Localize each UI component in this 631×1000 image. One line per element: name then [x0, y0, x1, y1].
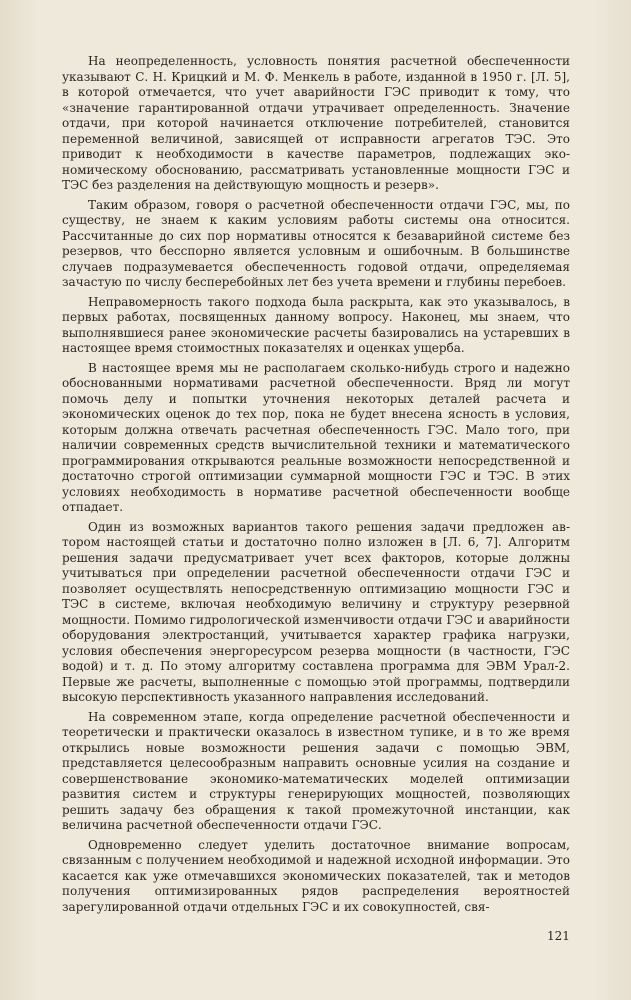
paragraph-3: Неправомерность такого подхода была раскрыта, как это указывалось, в первых работах, посвященных данному вопросу. Наконец, мы знаем, что выполнявшиеся ранее экономические расчеты базировались на устаревших в настоящее время стоимостных показателях и оценках ущерба. [62, 294, 570, 355]
page-number: 121 [547, 929, 570, 943]
paragraph-7: Одновременно следует уделить достаточное внимание вопросам, связанным с получением необходимой и надежной исходной информации. Это касается как уже отмечавшихся экономических показателей, так и методов получения оптимизированных рядов распределения вероятностей зарегулированной отдачи отдельных ГЭС и их совокупностей, свя- [62, 837, 570, 914]
paragraph-5: Один из возможных вариантов такого решения задачи предложен автором настоящей статьи и достаточно полно изложен в [Л. 6, 7]. Алгоритм решения задачи предусматривает учет всех факторов, которые должны учитываться при определении расчетной обеспеченности отдачи ГЭС и позволяет осуществлять непосредственную оптимизацию мощности ГЭС и ТЭС в системе, включая необходимую величину и структуру резервной мощности. Помимо гидрологической изменчивости отдачи ГЭС и аварийности оборудования электростанций, учитывается характер графика нагрузки, условия обеспечения энергоресурсом резерва мощности (в частности, ГЭС водой) и т. д. По этому алгоритму составлена программа для ЭВМ Урал-2. Первые же расчеты, выполненные с помощью этой программы, подтвердили высокую перспективность указанного направления исследований. [62, 519, 570, 704]
paragraph-6: На современном этапе, когда определение расчетной обеспеченности и теоретически и практически оказалось в известном тупике, и в то же время открылись новые возможности решения задачи с помощью ЭВМ, представляется целесообразным направить основные усилия на создание и совершенствование экономико-математических моделей оптимизации развития систем и структуры генерирующих мощностей, позволяющих решить задачу без обращения к такой промежуточной инстанции, как величина расчетной обеспеченности отдачи ГЭС. [62, 709, 570, 832]
paragraph-2: Таким образом, говоря о расчетной обеспеченности отдачи ГЭС, мы, по существу, не знаем к каким условиям работы системы она относится. Рассчитанные до сих пор нормативы относятся к безаварийной системе без резервов, что бесспорно является условным и ошибочным. В большинстве случаев подразумевается обеспеченность годовой отдачи, определяемая зачастую по числу бесперебойных лет без учета времени и глубины перебоев. [62, 197, 570, 289]
paragraph-1: На неопределенность, условность понятия расчетной обеспеченности указывают С. Н. Крицкий и М. Ф. Менкель в работе, изданной в 1950 г. [Л. 5], в которой отмечается, что учет аварийности ГЭС приводит к тому, что «значение гарантированной отдачи утрачивает определенность. Значение отдачи, при которой начинается отключение потребителей, становится переменной величиной, зависящей от исправности агрегатов ТЭС. Это приводит к необходимости в качестве параметров, подлежащих экономическому обоснованию, рассматривать установленные мощности ГЭС и ТЭС без разделения на действующую мощность и резерв». [62, 54, 570, 192]
body-text [62, 54, 570, 919]
paragraph-4: В настоящее время мы не располагаем сколько-нибудь строго и надежно обоснованными нормативами расчетной обеспеченности. Вряд ли могут помочь делу и попытки уточнения некоторых деталей расчета и экономических оценок до тех пор, пока не будет внесена ясность в условия, которым должна отвечать расчетная обеспеченность ГЭС. Мало того, при наличии современных средств вычислительной техники и математического программирования открываются реальные возможности непосредственной и достаточно строгой оптимизации суммарной мощности ГЭС и ТЭС. В этих условиях необходимость в нормативе расчетной обеспеченности вообще отпадает. [62, 360, 570, 514]
